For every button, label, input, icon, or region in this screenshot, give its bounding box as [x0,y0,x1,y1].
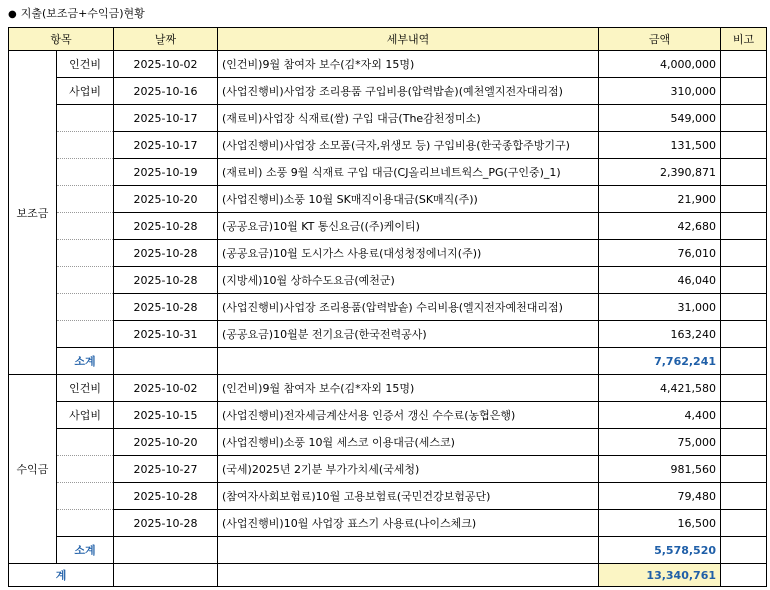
amount-cell: 31,000 [599,294,721,321]
amount-cell: 16,500 [599,510,721,537]
subtotal-detail-empty [218,348,599,375]
total-row [9,564,767,587]
amount-cell: 4,000,000 [599,51,721,78]
item-cell [57,510,114,537]
note-cell [721,267,767,294]
table-row [9,429,767,456]
note-cell [721,429,767,456]
note-cell [721,186,767,213]
date-cell: 2025-10-02 [114,375,218,402]
detail-cell: (국세)2025년 2기분 부가가치세(국세청) [218,456,599,483]
date-cell: 2025-10-28 [114,213,218,240]
amount-cell: 310,000 [599,78,721,105]
table-row [9,510,767,537]
note-cell [721,51,767,78]
bullet-icon: ● [8,9,17,20]
note-cell [721,105,767,132]
item-cell [57,132,114,159]
item-cell [57,105,114,132]
item-cell: 인건비 [57,51,114,78]
amount-cell: 42,680 [599,213,721,240]
subtotal-row [9,348,767,375]
subtotal-label: 소계 [57,537,114,564]
item-cell [57,186,114,213]
table-row [9,159,767,186]
note-cell [721,375,767,402]
detail-cell: (공공요금)10월 도시가스 사용료(대성청정에너지(주)) [218,240,599,267]
total-note-empty [721,564,767,587]
amount-cell: 79,480 [599,483,721,510]
date-cell: 2025-10-28 [114,267,218,294]
item-cell [57,483,114,510]
note-cell [721,132,767,159]
item-cell [57,294,114,321]
item-cell [57,240,114,267]
item-cell [57,159,114,186]
table-row [9,78,767,105]
date-cell: 2025-10-28 [114,483,218,510]
total-amount: 13,340,761 [599,564,721,587]
note-cell [721,456,767,483]
detail-cell: (사업진행비)사업장 조리용품 구입비용(압력밥솥)(예천엘지전자대리점) [218,78,599,105]
date-cell: 2025-10-28 [114,240,218,267]
detail-cell: (인건비)9월 참여자 보수(김*자외 15명) [218,51,599,78]
detail-cell: (사업진행비)소풍 10월 SK매직이용대금(SK매직(주)) [218,186,599,213]
header-detail: 세부내역 [218,28,599,51]
date-cell: 2025-10-20 [114,429,218,456]
table-row [9,267,767,294]
date-cell: 2025-10-02 [114,51,218,78]
subtotal-row [9,537,767,564]
table-row [9,321,767,348]
header-category: 항목 [9,28,114,51]
detail-cell: (지방세)10월 상하수도요금(예천군) [218,267,599,294]
note-cell [721,240,767,267]
amount-cell: 131,500 [599,132,721,159]
detail-cell: (참여자사회보험료)10월 고용보험료(국민건강보험공단) [218,483,599,510]
subtotal-label: 소계 [57,348,114,375]
note-cell [721,402,767,429]
table-body [9,51,767,587]
total-date-empty [114,564,218,587]
total-detail-empty [218,564,599,587]
subtotal-date-empty [114,537,218,564]
subtotal-date-empty [114,348,218,375]
table-row [9,375,767,402]
table-row [9,132,767,159]
amount-cell: 981,560 [599,456,721,483]
note-cell [721,213,767,240]
date-cell: 2025-10-31 [114,321,218,348]
table-row [9,186,767,213]
note-cell [721,159,767,186]
table-row [9,105,767,132]
date-cell: 2025-10-17 [114,132,218,159]
item-cell: 사업비 [57,78,114,105]
detail-cell: (사업진행비)10월 사업장 표스기 사용료(나이스체크) [218,510,599,537]
detail-cell: (인건비)9월 참여자 보수(김*자외 15명) [218,375,599,402]
header-row [9,28,767,51]
detail-cell: (사업진행비)소풍 10월 세스코 이용대금(세스코) [218,429,599,456]
amount-cell: 163,240 [599,321,721,348]
amount-cell: 76,010 [599,240,721,267]
subtotal-amount: 7,762,241 [599,348,721,375]
detail-cell: (재료비)사업장 식재료(쌀) 구입 대금(The감천정미소) [218,105,599,132]
table-row [9,240,767,267]
date-cell: 2025-10-17 [114,105,218,132]
header-note: 비고 [721,28,767,51]
table-row [9,456,767,483]
amount-cell: 46,040 [599,267,721,294]
item-cell [57,456,114,483]
date-cell: 2025-10-28 [114,510,218,537]
amount-cell: 4,400 [599,402,721,429]
header-date: 날짜 [114,28,218,51]
fund-cell: 보조금 [9,51,57,375]
date-cell: 2025-10-28 [114,294,218,321]
note-cell [721,483,767,510]
amount-cell: 549,000 [599,105,721,132]
page-title [8,6,145,22]
detail-cell: (공공요금)10월 KT 통신요금((주)케이티) [218,213,599,240]
detail-cell: (공공요금)10월분 전기요금(한국전력공사) [218,321,599,348]
item-cell [57,429,114,456]
item-cell: 인건비 [57,375,114,402]
date-cell: 2025-10-19 [114,159,218,186]
item-cell [57,267,114,294]
header-amount: 금액 [599,28,721,51]
date-cell: 2025-10-15 [114,402,218,429]
note-cell [721,510,767,537]
amount-cell: 4,421,580 [599,375,721,402]
detail-cell: (사업진행비)사업장 조리용품(압력밥솥) 수리비용(엘지전자예천대리점) [218,294,599,321]
subtotal-note-empty [721,348,767,375]
table-row [9,483,767,510]
amount-cell: 75,000 [599,429,721,456]
fund-cell: 수익금 [9,375,57,564]
detail-cell: (사업진행비)전자세금계산서용 인증서 갱신 수수료(농협은행) [218,402,599,429]
table-row [9,51,767,78]
table-row [9,294,767,321]
table-row [9,213,767,240]
amount-cell: 21,900 [599,186,721,213]
item-cell [57,213,114,240]
date-cell: 2025-10-16 [114,78,218,105]
detail-cell: (사업진행비)사업장 소모품(극자,위생모 등) 구입비용(한국종합주방기구) [218,132,599,159]
item-cell: 사업비 [57,402,114,429]
amount-cell: 2,390,871 [599,159,721,186]
item-cell [57,321,114,348]
total-label: 계 [9,564,114,587]
title-text: 지출(보조금+수익금)현황 [20,7,145,20]
note-cell [721,294,767,321]
note-cell [721,321,767,348]
date-cell: 2025-10-27 [114,456,218,483]
subtotal-note-empty [721,537,767,564]
subtotal-detail-empty [218,537,599,564]
date-cell: 2025-10-20 [114,186,218,213]
table-row [9,402,767,429]
note-cell [721,78,767,105]
subtotal-amount: 5,578,520 [599,537,721,564]
expense-table [8,27,767,587]
detail-cell: (재료비) 소풍 9월 식재료 구입 대금(CJ올리브네트웍스_PG(구인중)_1) [218,159,599,186]
